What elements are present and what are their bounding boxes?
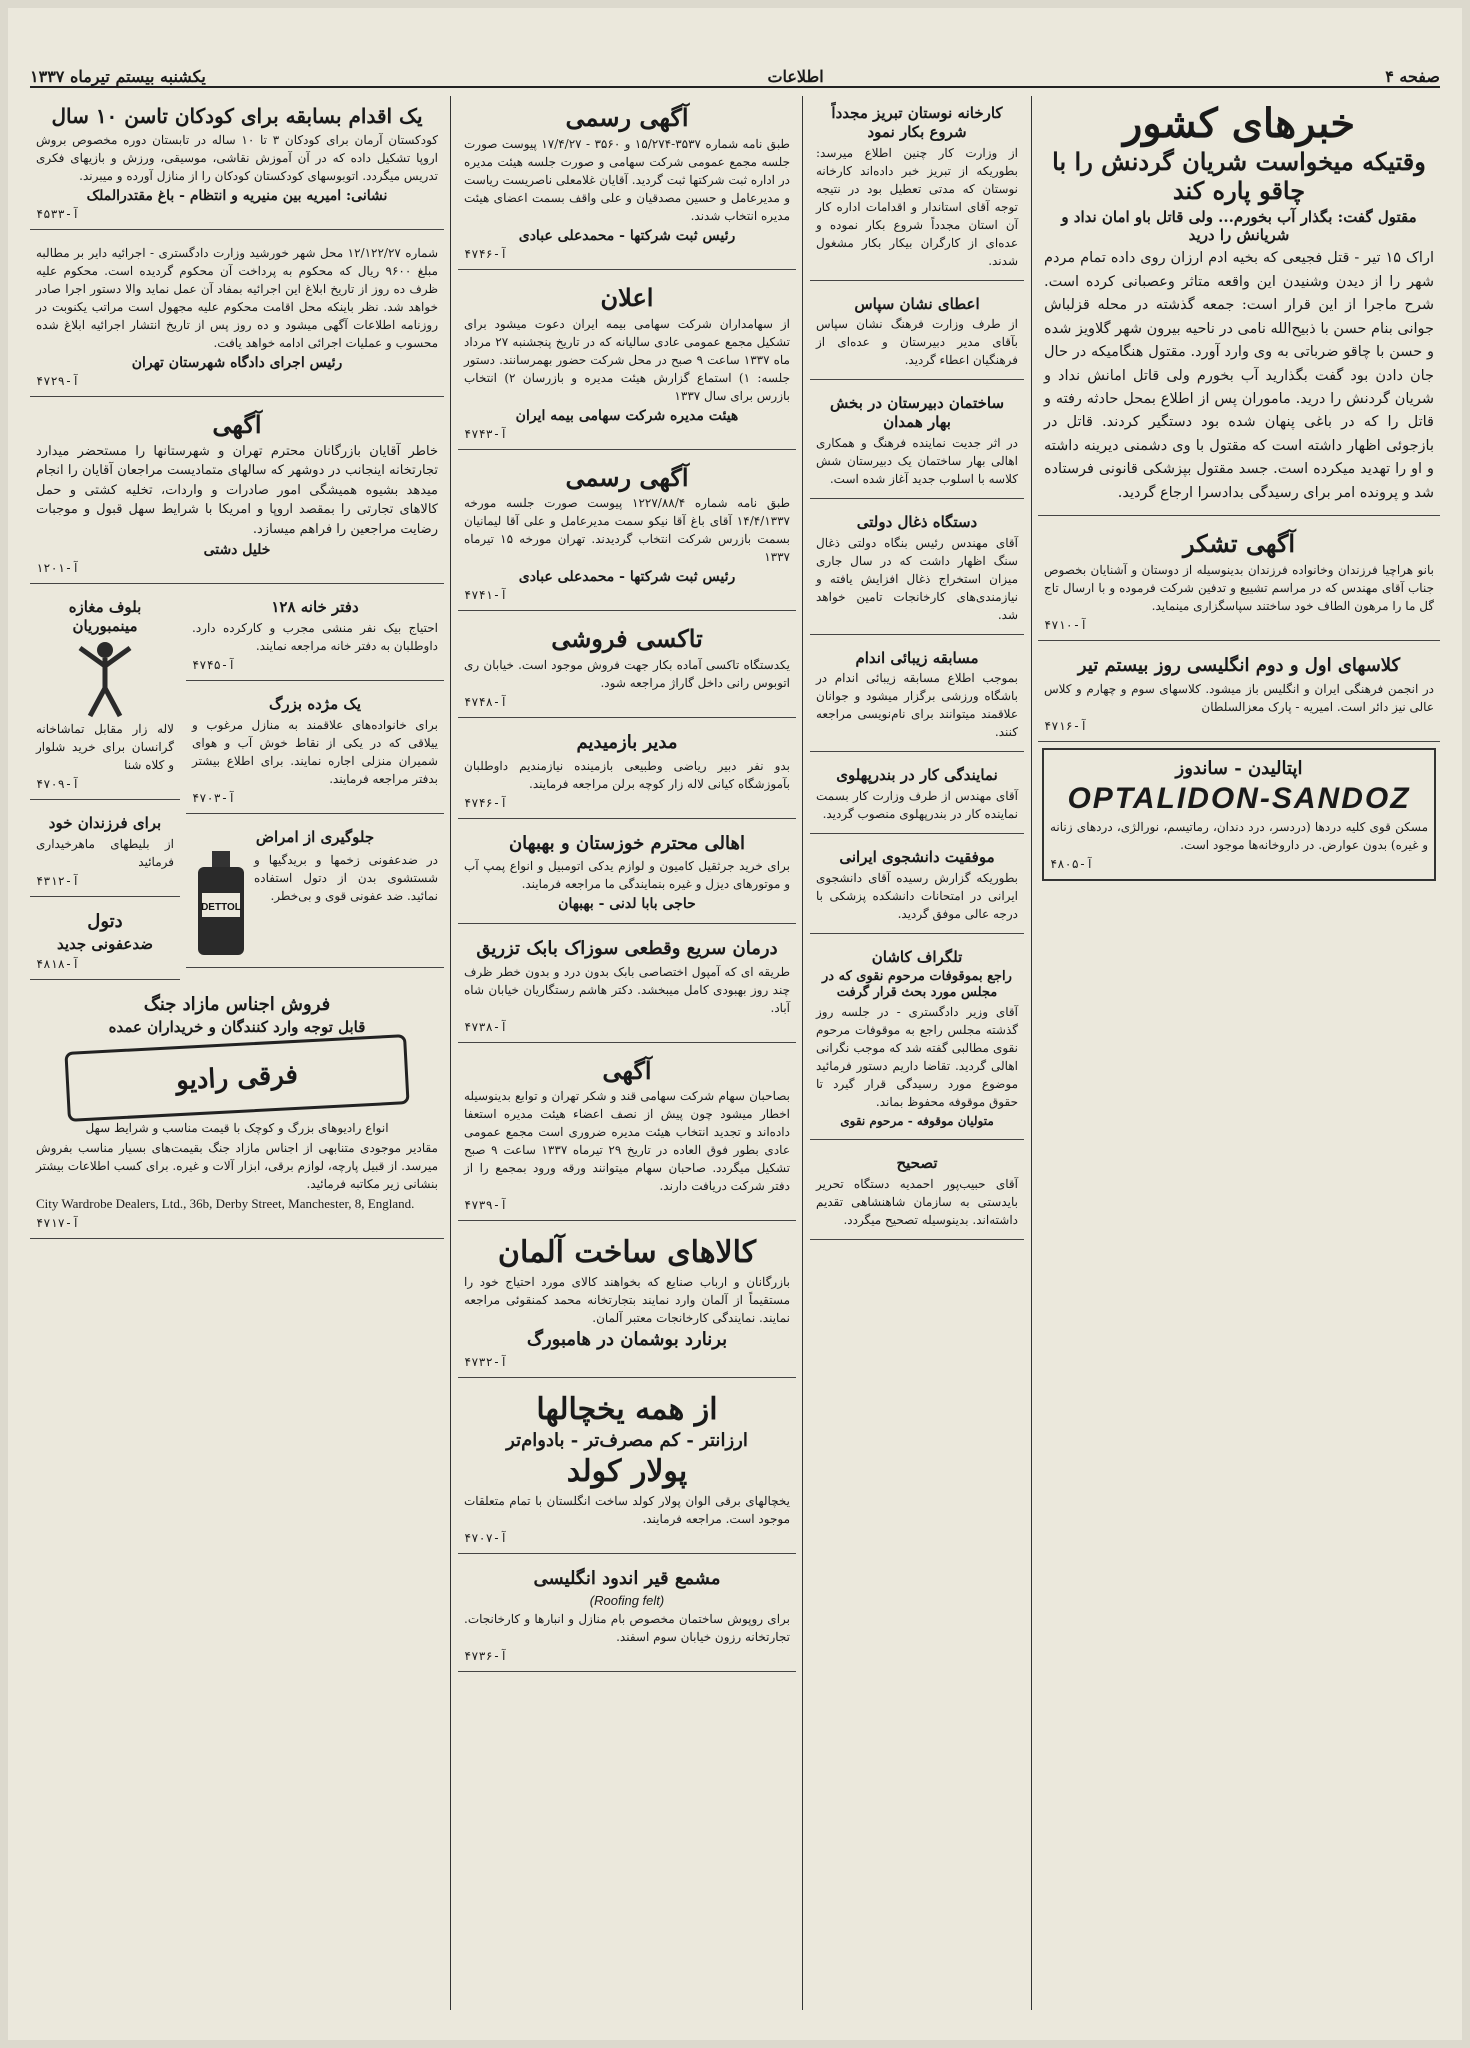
sale-code: آ-۴۷۱۷ xyxy=(36,1215,80,1230)
contest-title: یک اقدام بسابقه برای کودکان تاسن ۱۰ سال xyxy=(51,104,423,128)
felt-body: برای روپوش ساختمان مخصوص بام منازل و انبارها و کارخانجات. تجارتخانه رزون خیابان سوم اسفند. xyxy=(464,1611,790,1644)
fridge-subtitle: ارزانتر - کم مصرف‌تر - بادوام‌تر xyxy=(506,1429,748,1451)
student-title: موفقیت دانشجوی ایرانی xyxy=(839,848,995,866)
manager-body: بدو نفر دبیر ریاضی وطبیعی بازمینده نیازمندیم داوطلبان بآموزشگاه کیانی لاله زار کوچه برلن مراجعه فرمایند. xyxy=(464,758,790,791)
dettol-ad xyxy=(30,903,180,980)
treatment-code: آ-۴۷۳۸ xyxy=(464,1019,508,1034)
fridge-ad xyxy=(458,1384,796,1555)
treatment-body: طریقه ای که آمپول اختصاصی بابک بدون درد و بدون خطر ظرف چند روز بهبودی کامل میبخشد. دکتر هاشم رستگاریان خیابان شاه آباد. xyxy=(464,964,790,1015)
fridge-body: یخچالهای برقی الوان پولار کولد ساخت انگلستان با تمام متعلقات موجود است. مراجعه فرمایند. xyxy=(464,1494,790,1527)
trade-notice xyxy=(30,403,444,584)
shareholders-notice xyxy=(458,1049,796,1222)
prevent-title: جلوگیری از امراض xyxy=(255,827,375,846)
scholar-title: اعطای نشان سپاس xyxy=(854,294,980,313)
good-news-ad xyxy=(186,687,444,814)
optalidon-ad xyxy=(1042,748,1436,882)
trade-notice-signature: خلیل دشتی xyxy=(203,542,271,559)
treatment-ad xyxy=(458,930,796,1043)
school-title: ساختمان دبیرستان در بخش بهار همدان xyxy=(829,394,1005,431)
reward-title: یک مژده بزرگ xyxy=(268,695,361,714)
official-notice-1 xyxy=(458,96,796,270)
header-page-label: صفحه ۴ xyxy=(1385,67,1440,86)
thanks-title: آگهی تشکر xyxy=(1182,529,1296,559)
correction-body: آقای حبیب‌پور احمدیه دستگاه تحریر بایدستی به سازمان شاهنشاهی تقدیم داشته‌اند. بدینوسیله تصحیح میگردد. xyxy=(816,1176,1018,1227)
split-section xyxy=(30,590,444,986)
trade-notice-body: خاطر آقایان بازرگانان محترم تهران و شهرستانها را مستحضر میدارد تجارتخانه اینجانب در دوشهر که سالهای متمادیست مراجعان آقایان را انجام میدهد بشیوه همیشگی امور صادرات و واردات، تخلیه کشتی و حمل کالاهای تجارتی را بمقصد اروپا و امریکا با شرایط سهل قبول و موجبات رضایت مراجعین را فراهم میسازد. xyxy=(36,443,438,537)
trade-notice-title: آگهی xyxy=(212,410,262,439)
column-news xyxy=(1038,96,1440,2010)
thanks-notice xyxy=(1038,522,1440,641)
student-body: بطوریکه گزارش رسیده آقای دانشجوی ایرانی در امتحانات دانشکده پزشکی با درجه عالی موفق گردید. xyxy=(816,870,1018,921)
khuzestan-ad xyxy=(458,825,796,925)
school-body: در اثر جدیت نماینده فرهنگ و همکاری اهالی بهار ساختمان یک دبیرستان شش کلاسه با اسلوب جدید آغاز شده است. xyxy=(816,435,1018,486)
brief-scholar xyxy=(810,287,1024,381)
split-left xyxy=(30,590,180,986)
fridge-code: آ-۴۷۰۷ xyxy=(464,1531,508,1546)
manager-title: مدیر بازمیدیم xyxy=(576,732,678,754)
notice3-title: آگهی رسمی xyxy=(565,462,689,492)
tele-subtitle: راجع بموقوفات مرحوم نقوی که در مجلس مورد بحث قرار گرفت xyxy=(822,968,1012,1000)
optalidon-title-en: OPTALIDON-SANDOZ xyxy=(1067,782,1411,816)
column-rule xyxy=(450,96,451,2010)
coal-title: دستگاه ذغال دولتی xyxy=(856,512,978,531)
notice1-signature: رئیس ثبت شرکتها - محمدعلی عبادی xyxy=(518,227,736,244)
taxi-title: تاکسی فروشی xyxy=(551,624,703,654)
court-notice xyxy=(30,236,444,397)
german-goods-ad xyxy=(458,1227,796,1378)
column-notices xyxy=(458,96,796,2010)
office-ad xyxy=(186,590,444,681)
tele-title: تلگراف کاشان xyxy=(871,947,963,966)
brief-factory xyxy=(810,96,1024,281)
notice2-code: آ-۴۷۴۳ xyxy=(464,426,508,441)
reward-body: برای خانواده‌های علاقمند به منازل مرغوب و ییلاقی که در یکی از نقاط خوش آب و هوای شمیران منزلی اجاره نمایند. برای اطلاع بیشتر بدفتر مراجعه فرمایند. xyxy=(192,717,438,786)
notice3-body: طبق نامه شماره ۱۲۲۷/۸۸/۴ پیوست صورت جلسه مورخه ۱۴/۴/۱۳۳۷ آقای باغ آقا نیکو سمت مدیرعامل و علی آقا لیمانیان بسمت بازرس شرکت انتخاب گردیدند. تهران مورخه ۱۵ تیرماه ۱۳۳۷ xyxy=(464,496,790,565)
main-subheadline-2: مقتول گفت: بگذار آب بخورم... ولی قاتل باو امان نداد و شریانش را درید xyxy=(1061,207,1417,245)
taxi-body: یکدستگاه تاکسی آماده بکار جهت فروش موجود است. خیابان ری اتوبوس رانی داخل گاراژ مراجعه شود. xyxy=(464,658,790,691)
notice2-signature: هیئت مدیره شرکت سهامی بیمه ایران xyxy=(515,407,739,424)
khuzestan-signature: حاجی بابا لدنی - بهبهان xyxy=(558,896,696,913)
optalidon-title-fa: اپتالیدن - ساندوز xyxy=(1175,757,1303,779)
main-subheadline: وقتیکه میخواست شریان گردنش را با چاقو پاره کند xyxy=(1052,147,1426,205)
factory-title: کارخانه نوستان تبریز مجدداً شروع بکار نمود xyxy=(831,104,1003,141)
khuzestan-title: اهالی محترم خوزستان و بهبهان xyxy=(508,832,746,854)
radio-body: انواع رادیوهای بزرگ و کوچک با قیمت مناسب و شرایط سهل xyxy=(85,1121,389,1136)
disease-prevention-ad xyxy=(186,820,444,968)
court-signature: رئیس اجرای دادگاه شهرستان تهران xyxy=(131,355,343,371)
dettol-title: دتول xyxy=(87,910,123,932)
official-notice-2 xyxy=(458,456,796,612)
swimmer-illustration xyxy=(36,638,174,718)
children-lottery-ad xyxy=(30,806,180,897)
underwear-title: بلوف مغازه مینمبوریان xyxy=(68,598,142,636)
brief-representative xyxy=(810,758,1024,834)
felt-title-en: (Roofing felt) xyxy=(589,1592,665,1608)
taxi-ad xyxy=(458,617,796,718)
contest-body: کودکستان آرمان برای کودکان ۳ تا ۱۰ ساله در تابستان دوره مخصوص بروش اروپا تشکیل داده که در آن آموزش نقاشی، موسیقی، ورزش و بازیهای فکری تدریس میگردد. اتوبوسهای کودکستان کودکان را از منازل آورده و میبرند. xyxy=(36,133,439,183)
children-title: برای فرزندان خود xyxy=(48,813,162,832)
german-subtitle: برنارد بوشمان در هامبورگ xyxy=(526,1329,728,1351)
underwear-body: لاله زار مقابل تماشاخانه گرانسان برای خرید شلوار و کلاه شنا xyxy=(36,721,174,772)
war-surplus-ad xyxy=(30,986,444,1239)
swimmer-icon xyxy=(60,638,150,718)
rep-title: نمایندگی کار در بندرپهلوی xyxy=(836,766,998,785)
sale-subtitle: قابل توجه وارد کنندگان و خریداران عمده xyxy=(108,1018,366,1037)
children-code: آ-۴۳۱۲ xyxy=(36,873,80,888)
trade-notice-code: آ-۱۲۰۱ xyxy=(36,561,80,576)
header-paper-name: اطلاعات xyxy=(767,67,824,86)
column-rule xyxy=(1031,96,1032,2010)
telegram-kashan xyxy=(810,940,1024,1140)
announcement xyxy=(458,276,796,450)
dettol-code: آ-۴۸۱۸ xyxy=(36,956,80,971)
notice1-body: طبق نامه شماره ۳۵۳۷-۱۵/۲۷۴ و ۳۵۶۰ - ۱۷/۴/۲۷ پیوست صورت جلسه مجمع عمومی شرکت سهامی و صورت جلسه هیئت مدیره در اداره ثبت شرکتها ثبت گردید. آقایان غلامعلی ناصریست ریاست و مدیرعامل و حسین مصدقیان و علی واقف بسمت اعضای هیئت مدیره انتخاب شدند. xyxy=(464,136,790,223)
optalidon-code: آ-۴۸۰۵ xyxy=(1050,857,1094,872)
notice2-body: از سهامداران شرکت سهامی بیمه ایران دعوت میشود برای تشکیل مجمع عمومی عادی سالیانه که در تاریخ پنجشنبه ۲۷ مرداد ماه ۱۳۳۷ ساعت ۹ صبح در محل شرکت حضور بهمرسانند. دستور جلسه: ۱) استماع گزارش هیئت مدیره و بازرسان ۲) انتخاب بازرس برای سال ۱۳۳۷ xyxy=(464,316,790,403)
notice3-code: آ-۴۷۴۱ xyxy=(464,588,508,603)
page-header xyxy=(30,58,1440,88)
court-code: آ-۴۷۲۹ xyxy=(36,374,80,388)
court-body: شماره ۱۲/۱۲۲/۲۷ محل شهر خورشید وزارت دادگستری - اجرائیه دایر بر مطالبه مبلغ ۹۶۰۰ ریال که محکوم به پرداخت آن محکوم گردیده است. محکوم علیه ظرف ده روز از تاریخ ابلاغ این اجرائیه بمفاد آن عمل نماید والا دستور اجرا صادر خواهد شد. نظر باینکه محل اقامت محکوم علیه مجهول است مراتب یکنوبت در روزنامه اطلاعات آگهی میشود و ده روز پس از تاریخ انتشار اجرائیه ابلاغ شده محسوب و عملیات اجرائی ادامه خواهد یافت. xyxy=(36,246,439,350)
split-right xyxy=(186,590,444,986)
felt-code: آ-۴۷۳۶ xyxy=(464,1648,508,1663)
optalidon-body: مسکن قوی کلیه دردها (دردسر، درد دندان، رماتیسم، نورالژی، دردهای زنانه و غیره) بدون عوارض. در داروخانه‌ها موجود است. xyxy=(1050,820,1428,853)
notice4-title: آگهی xyxy=(602,1055,652,1085)
brief-student xyxy=(810,840,1024,934)
tele-signature: متولیان موقوفه - مرحوم نقوی xyxy=(840,1114,994,1128)
manager-code: آ-۴۷۴۶ xyxy=(464,795,508,810)
contest-signature: نشانی: امیریه بین منیریه و انتظام - باغ مقتدرالملک xyxy=(86,188,388,204)
column-classifieds xyxy=(30,96,444,2010)
classes-code: آ-۴۷۱۶ xyxy=(1044,718,1088,733)
roofing-felt-ad xyxy=(458,1560,796,1672)
classes-ad xyxy=(1038,647,1440,742)
classes-body: در انجمن فرهنگی ایران و انگلیس باز میشود. کلاسهای سوم و چهارم و کلاس عالی نیز دائر است. امیریه - پارک معزالسلطان xyxy=(1044,681,1434,714)
column-briefs xyxy=(810,96,1024,2010)
sale-address: City Wardrobe Dealers, Ltd., 36b, Derby Street, Manchester, 8, England. xyxy=(36,1196,415,1212)
taxi-code: آ-۴۷۴۸ xyxy=(464,695,508,710)
german-body: بازرگانان و ارباب صنایع که بخواهند کالای مورد احتیاج خود را مستقیماً از آلمان وارد نمایند بتجارتخانه محمد کمنقوئی مراجعه نمایند. نمایندگی کارخانجات معتبر آلمان. xyxy=(464,1275,790,1326)
german-code: آ-۴۷۳۲ xyxy=(464,1354,508,1369)
prevent-body: در ضدعفونی زخمها و بریدگیها و شستشوی بدن از دتول استفاده نمائید. ضد عفونی قوی و بی‌خطر. xyxy=(254,852,438,903)
correction-title: تصحیح xyxy=(896,1154,938,1172)
treatment-title: درمان سریع وقطعی سوزاک بابک تزریق xyxy=(476,938,778,960)
fridge-title: از همه یخچالها xyxy=(536,1391,718,1427)
correction-notice xyxy=(810,1146,1024,1240)
reward-code: آ-۴۷۰۳ xyxy=(192,790,236,805)
underwear-code: آ-۴۷۰۹ xyxy=(36,776,80,791)
column-rule xyxy=(802,96,803,2010)
radio-logo xyxy=(64,1034,409,1122)
dettol-subtitle: ضدعفونی جدید xyxy=(57,935,153,954)
main-headline: خبرهای کشور xyxy=(1122,100,1356,147)
main-article-body: اراک ۱۵ تیر - قتل فجیعی که بخیه ادم ارزان روی داده تمام مردم شهر را از دیدن وشنیدن این واقعه متاثر وعصبانی کرده است. شرح ماجرا از این قرار است: جمعه گذشته در محله قزلباش جوانی بنام حسن با ذبیح‌الله نامی در ناحیه بیرون شهر گلاویز شده و حسن با چاقو ضرباتی به وی وارد آورد. مقتول هنگامیکه در حال جان دادن بود گفت بگذارید آب بخورم ولی قاتل امانش نداد و شریان گردنش را درید. ماموران پس از اطلاع بمحل حادثه رفته و قاتل را که در باغی پنهان شده بود دستگیر کردند. قاتل در بازجوئی اظهار داشته است که مقتول با وی دشمنی دیرینه داشته و او را تهدید میکرده است. جسد مقتول بپزشکی قانونی فرستاده شد و پرونده امر برای رسیدگی بدادسرا ارجاع گردید. xyxy=(1044,250,1434,501)
german-title: کالاهای ساخت آلمان xyxy=(497,1235,757,1271)
notice1-code: آ-۴۷۴۶ xyxy=(464,246,508,261)
dettol-row xyxy=(192,849,438,959)
teacher-wanted-ad xyxy=(458,724,796,819)
children-body: از بلیطهای ماهرخیداری فرمائید xyxy=(36,836,174,869)
notice4-code: آ-۴۷۳۹ xyxy=(464,1198,508,1213)
coal-body: آقای مهندس رئیس بنگاه دولتی ذغال سنگ اظهار داشت که در سال جاری میزان استخراج ذغال افزایش یافته و نیازمندی‌های کارخانجات تامین خواهد شد. xyxy=(816,535,1018,622)
office-title: دفتر خانه ۱۲۸ xyxy=(271,598,359,617)
brief-coal xyxy=(810,505,1024,635)
khuzestan-body: برای خرید جرثقیل کامیون و لوازم یدکی اتومبیل و انواع پمپ آب و موتورهای دیزل و غیره بنمایندگی ما مراجعه فرمایند. xyxy=(464,859,790,892)
office-body: احتیاج بیک نفر منشی مجرب و کارکرده دارد. داوطلبان به دفتر خانه مراجعه نمایند. xyxy=(192,621,438,654)
dettol-label: DETTOL xyxy=(201,901,241,913)
felt-title: مشمع قیر اندود انگلیسی xyxy=(533,1568,721,1590)
sale-title: فروش اجناس مازاد جنگ xyxy=(143,993,331,1015)
newspaper-page xyxy=(8,8,1462,2040)
swimwear-ad xyxy=(30,590,180,800)
brief-school xyxy=(810,386,1024,499)
contest-code: آ-۴۵۳۳ xyxy=(36,207,80,221)
beauty-title: مسابقه زیبائی اندام xyxy=(855,648,979,667)
radio-brand: فرقی رادیو xyxy=(175,1059,299,1097)
header-date: یکشنبه بیستم تیرماه ۱۳۳۷ xyxy=(30,67,206,86)
tele-body: آقای وزیر دادگستری - در جلسه روز گذشته مجلس راجع به موقوفات مرحوم نقوی مطالبی گفته شد که موجب نگرانی اهالی گردید. تقاضا داریم دستور فرمائید موضوع مورد رسیدگی قرار گیرد تا حقوق موقوفه محفوظ بماند. xyxy=(816,1005,1018,1109)
factory-body: از وزارت کار چنین اطلاع میرسد: بطوریکه از تبریز خبر داده‌اند کارخانه نوستان که مدتی تعطیل بود در نتیجه توجه آقای استاندار و اقدامات اداره کار آن استان مجدداً شروع بکار نموده و عده‌ای از کارگران بیکار بکار مشغول شدند. xyxy=(816,145,1018,268)
notice3-signature: رئیس ثبت شرکتها - محمدعلی عبادی xyxy=(518,569,736,586)
scholar-body: از طرف وزارت فرهنگ نشان سپاس بآقای مدیر دبیرستان و عده‌ای از فرهنگیان اعطاء گردید. xyxy=(816,317,1018,368)
notice1-title: آگهی رسمی xyxy=(565,103,689,132)
dettol-bottle-icon xyxy=(192,849,250,959)
kindergarten-ad xyxy=(30,96,444,230)
notice2-title: اعلان xyxy=(600,282,654,312)
notice4-body: بصاحبان سهام شرکت سهامی قند و شکر تهران و توابع بدینوسیله اخطار میشود چون پیش از نصف اعضاء هیئت مدیره استعفا داده‌اند و تجدید انتخاب هیئت مدیره ضروری است مجمع عمومی عادی بطور فوق العاده در تاریخ ۲۹ تیرماه ۱۳۳۷ ساعت ۹ صبح تشکیل میگردد. صاحبان سهام میتوانند ورقه ورود بمجمع را از دفتر شرکت دریافت دارند. xyxy=(464,1089,790,1194)
office-code: آ-۴۷۴۵ xyxy=(192,658,236,673)
main-news-article xyxy=(1038,96,1440,516)
brief-beauty xyxy=(810,641,1024,753)
thanks-body: بانو هراچیا فرزندان وخانواده فرزندان بدینوسیله از دوستان و آشنایان بخصوص جناب آقای مهندس که در مراسم تشییع و تدفین شرکت فرموده و با ارسال تاج گل ما را مرهون الطاف خود ساختند سپاسگزاری مینماید. xyxy=(1044,563,1434,614)
fridge-brand: پولار کولد xyxy=(566,1454,688,1490)
beauty-body: بموجب اطلاع مسابقه زیبائی اندام در باشگاه ورزشی برگزار میشود و جوانان علاقمند میتوانند برای نام‌نویسی مراجعه کنند. xyxy=(816,671,1018,740)
thanks-code: آ-۴۷۱۰ xyxy=(1044,618,1088,633)
sale-body: مقادیر موجودی متنابهی از اجناس مازاد جنگ بقیمت‌های بسیار مناسب بفروش میرسد. از قبیل پارچه، لوازم برقی، ابزار آلات و غیره. برای کسب اطلاعات بیشتر بنشانی زیر مکاتبه فرمائید. xyxy=(36,1141,438,1192)
rep-body: آقای مهندس از طرف وزارت کار بسمت نماینده کار در بندرپهلوی منصوب گردید. xyxy=(816,789,1018,821)
classes-title: کلاسهای اول و دوم انگلیسی روز بیستم تیر xyxy=(1077,655,1401,677)
